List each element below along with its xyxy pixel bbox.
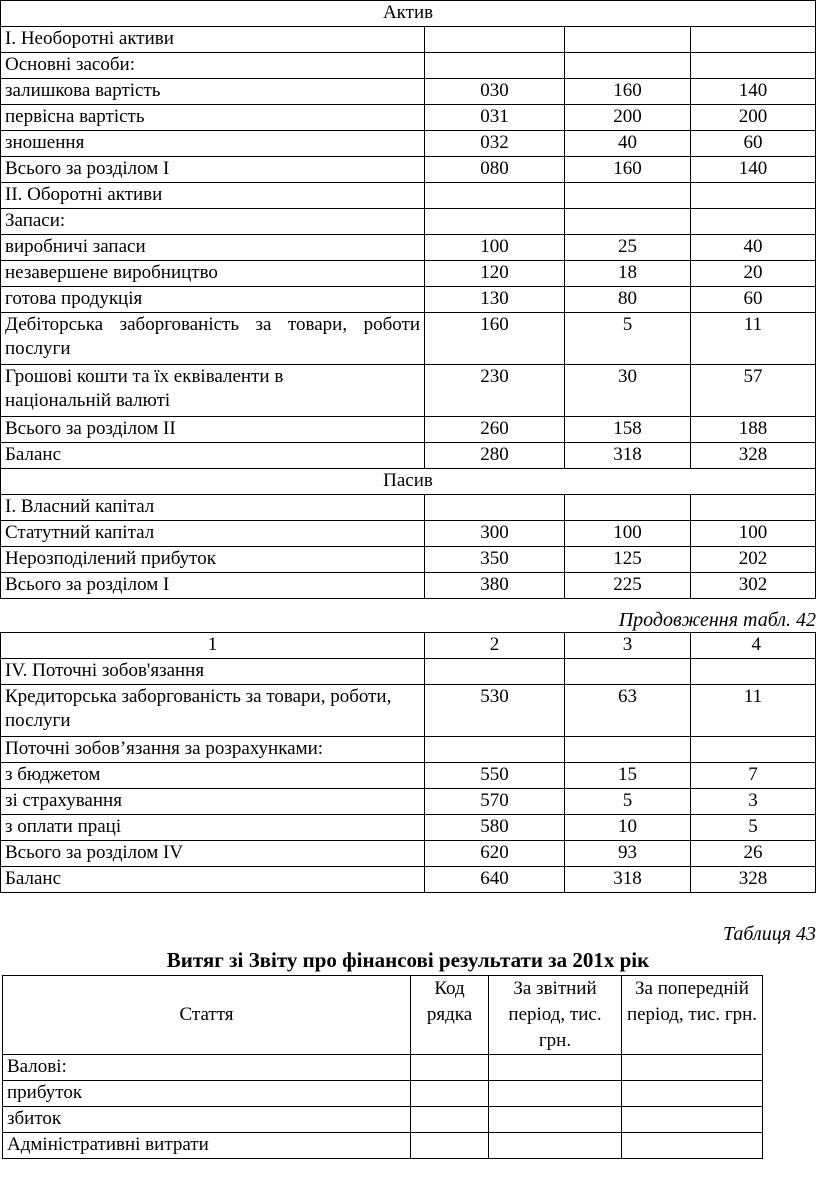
row-value-1 bbox=[565, 53, 691, 79]
row-value-2 bbox=[622, 1081, 763, 1107]
row-value-2: 202 bbox=[691, 547, 816, 573]
row-code: 120 bbox=[425, 261, 565, 287]
row-code: 160 bbox=[425, 313, 565, 365]
row-code bbox=[425, 737, 565, 763]
balance-table-part2 bbox=[0, 632, 816, 893]
row-label: Статутний капітал bbox=[1, 521, 425, 547]
row-label: залишкова вартість bbox=[1, 79, 425, 105]
row-code: 640 bbox=[425, 867, 565, 893]
table-row bbox=[1, 573, 816, 599]
table-row bbox=[1, 815, 816, 841]
table-row bbox=[3, 1081, 763, 1107]
row-value-1: 15 bbox=[565, 763, 691, 789]
row-value-2: 100 bbox=[691, 521, 816, 547]
table-row bbox=[1, 547, 816, 573]
table-row bbox=[1, 209, 816, 235]
row-value-2: 140 bbox=[691, 79, 816, 105]
row-value-1: 100 bbox=[565, 521, 691, 547]
table43-title: Витяг зі Звіту про фінансові результати за 201х рік bbox=[166, 948, 650, 972]
row-label: збиток bbox=[3, 1107, 411, 1133]
row-value-2: 140 bbox=[691, 157, 816, 183]
row-value-1 bbox=[565, 495, 691, 521]
table43-caption: Таблиця 43 bbox=[723, 923, 816, 945]
table-row bbox=[1, 521, 816, 547]
row-label: Всього за розділом І bbox=[1, 157, 425, 183]
row-label: Дебіторська заборгованість за товари, роботи послуги bbox=[1, 313, 425, 365]
table-row bbox=[1, 867, 816, 893]
table-row bbox=[1, 313, 816, 365]
row-label: незавершене виробництво bbox=[1, 261, 425, 287]
table-row bbox=[1, 157, 816, 183]
table-row bbox=[1, 261, 816, 287]
row-value-1 bbox=[565, 209, 691, 235]
row-value-1: 160 bbox=[565, 157, 691, 183]
row-code: 260 bbox=[425, 417, 565, 443]
table-row bbox=[1, 469, 816, 495]
row-label: виробничі запаси bbox=[1, 235, 425, 261]
row-code: 580 bbox=[425, 815, 565, 841]
row-value-2: 188 bbox=[691, 417, 816, 443]
row-value-2: 328 bbox=[691, 443, 816, 469]
row-value-1: 225 bbox=[565, 573, 691, 599]
row-code: 032 bbox=[425, 131, 565, 157]
row-value-2: 57 bbox=[691, 365, 816, 417]
row-value-2 bbox=[622, 1107, 763, 1133]
table-row bbox=[1, 417, 816, 443]
header-item: Стаття bbox=[3, 976, 411, 1055]
row-label: Грошові кошти та їх еквіваленти в національній валюті bbox=[1, 365, 425, 417]
row-label: готова продукція bbox=[1, 287, 425, 313]
financial-results-table bbox=[2, 975, 763, 1159]
row-code: 080 bbox=[425, 157, 565, 183]
row-label: Запаси: bbox=[1, 209, 425, 235]
row-value-2: 11 bbox=[691, 685, 816, 737]
row-value-1: 18 bbox=[565, 261, 691, 287]
row-code: 550 bbox=[425, 763, 565, 789]
row-code: 230 bbox=[425, 365, 565, 417]
row-value-1: 25 bbox=[565, 235, 691, 261]
row-label: первісна вартість bbox=[1, 105, 425, 131]
table-row bbox=[1, 763, 816, 789]
row-code: 280 bbox=[425, 443, 565, 469]
table-row bbox=[1, 53, 816, 79]
row-label: І. Необоротні активи bbox=[1, 27, 425, 53]
row-value-2 bbox=[691, 183, 816, 209]
row-value-2: 7 bbox=[691, 763, 816, 789]
row-code bbox=[425, 27, 565, 53]
row-value-1: 5 bbox=[565, 789, 691, 815]
table-row bbox=[1, 79, 816, 105]
row-code: 130 bbox=[425, 287, 565, 313]
column-number: 3 bbox=[565, 633, 691, 659]
row-label: Кредиторська заборгованість за товари, роботи, послуги bbox=[1, 685, 425, 737]
row-code: 300 bbox=[425, 521, 565, 547]
row-value-2: 328 bbox=[691, 867, 816, 893]
row-value-1: 30 bbox=[565, 365, 691, 417]
row-value-2 bbox=[691, 495, 816, 521]
table-row bbox=[3, 1055, 763, 1081]
table-row bbox=[1, 789, 816, 815]
row-label: Всього за розділом І bbox=[1, 573, 425, 599]
table-row bbox=[1, 365, 816, 417]
row-label: Основні засоби: bbox=[1, 53, 425, 79]
row-code bbox=[425, 183, 565, 209]
header-current-period: За звітний період, тис. грн. bbox=[489, 976, 622, 1055]
row-value-1: 318 bbox=[565, 443, 691, 469]
row-value-2 bbox=[691, 737, 816, 763]
row-value-1 bbox=[565, 737, 691, 763]
row-value-1 bbox=[489, 1107, 622, 1133]
row-label: Нерозподілений прибуток bbox=[1, 547, 425, 573]
table-row bbox=[1, 443, 816, 469]
row-code: 620 bbox=[425, 841, 565, 867]
row-code: 380 bbox=[425, 573, 565, 599]
row-code bbox=[411, 1081, 489, 1107]
row-value-1: 125 bbox=[565, 547, 691, 573]
table-row bbox=[1, 495, 816, 521]
row-value-2 bbox=[691, 53, 816, 79]
row-code: 031 bbox=[425, 105, 565, 131]
column-number: 2 bbox=[425, 633, 565, 659]
row-label: Валові: bbox=[3, 1055, 411, 1081]
row-code: 030 bbox=[425, 79, 565, 105]
row-code: 350 bbox=[425, 547, 565, 573]
row-label: Баланс bbox=[1, 443, 425, 469]
row-code bbox=[425, 495, 565, 521]
row-value-1: 318 bbox=[565, 867, 691, 893]
row-value-2: 40 bbox=[691, 235, 816, 261]
row-value-2 bbox=[622, 1055, 763, 1081]
row-value-1: 93 bbox=[565, 841, 691, 867]
continuation-caption: Продовження табл. 42 bbox=[618, 609, 816, 631]
row-label: з бюджетом bbox=[1, 763, 425, 789]
row-code bbox=[425, 209, 565, 235]
table-row bbox=[3, 1133, 763, 1159]
row-label: Всього за розділом ІІ bbox=[1, 417, 425, 443]
row-code: 100 bbox=[425, 235, 565, 261]
row-value-1: 63 bbox=[565, 685, 691, 737]
row-value-2: 20 bbox=[691, 261, 816, 287]
row-label: Всього за розділом IV bbox=[1, 841, 425, 867]
row-label: зношення bbox=[1, 131, 425, 157]
row-label: з оплати праці bbox=[1, 815, 425, 841]
column-numbers-row bbox=[1, 633, 816, 659]
row-label: зі страхування bbox=[1, 789, 425, 815]
table-row bbox=[1, 131, 816, 157]
table-row bbox=[1, 685, 816, 737]
row-label: IV. Поточні зобов'язання bbox=[1, 659, 425, 685]
row-label: Адміністративні витрати bbox=[3, 1133, 411, 1159]
header-code: Код рядка bbox=[411, 976, 489, 1055]
row-value-2: 200 bbox=[691, 105, 816, 131]
row-code bbox=[411, 1055, 489, 1081]
row-value-1 bbox=[489, 1081, 622, 1107]
row-label: прибуток bbox=[3, 1081, 411, 1107]
row-value-1: 158 bbox=[565, 417, 691, 443]
table-row bbox=[1, 841, 816, 867]
row-value-2 bbox=[622, 1133, 763, 1159]
row-value-1: 40 bbox=[565, 131, 691, 157]
row-code: 570 bbox=[425, 789, 565, 815]
row-label: ІІ. Оборотні активи bbox=[1, 183, 425, 209]
row-value-2: 26 bbox=[691, 841, 816, 867]
row-value-2 bbox=[691, 659, 816, 685]
row-value-2: 302 bbox=[691, 573, 816, 599]
row-value-2: 5 bbox=[691, 815, 816, 841]
table-row bbox=[1, 27, 816, 53]
column-number: 1 bbox=[1, 633, 425, 659]
row-value-2 bbox=[691, 27, 816, 53]
aktyv-header: Актив bbox=[1, 1, 816, 27]
row-label: Баланс bbox=[1, 867, 425, 893]
row-code bbox=[425, 53, 565, 79]
row-code bbox=[411, 1133, 489, 1159]
row-label: Поточні зобов’язання за розрахунками: bbox=[1, 737, 425, 763]
row-value-1: 10 bbox=[565, 815, 691, 841]
row-value-2: 11 bbox=[691, 313, 816, 365]
row-label: І. Власний капітал bbox=[1, 495, 425, 521]
table-row bbox=[1, 235, 816, 261]
table-row bbox=[1, 737, 816, 763]
row-value-1: 160 bbox=[565, 79, 691, 105]
row-value-1 bbox=[565, 27, 691, 53]
row-value-1: 80 bbox=[565, 287, 691, 313]
row-value-1: 200 bbox=[565, 105, 691, 131]
row-value-2: 60 bbox=[691, 131, 816, 157]
table-row bbox=[1, 659, 816, 685]
table-row bbox=[1, 1, 816, 27]
table-row bbox=[1, 183, 816, 209]
row-value-1 bbox=[565, 659, 691, 685]
row-code bbox=[425, 659, 565, 685]
table-row bbox=[3, 1107, 763, 1133]
row-code: 530 bbox=[425, 685, 565, 737]
row-code bbox=[411, 1107, 489, 1133]
row-value-1 bbox=[489, 1055, 622, 1081]
column-number: 4 bbox=[691, 633, 816, 659]
pasyv-header: Пасив bbox=[1, 469, 816, 495]
row-value-2 bbox=[691, 209, 816, 235]
table-row bbox=[1, 105, 816, 131]
row-value-1 bbox=[489, 1133, 622, 1159]
row-value-2: 3 bbox=[691, 789, 816, 815]
header-previous-period: За попередній період, тис. грн. bbox=[622, 976, 763, 1055]
row-value-1 bbox=[565, 183, 691, 209]
row-value-1: 5 bbox=[565, 313, 691, 365]
row-value-2: 60 bbox=[691, 287, 816, 313]
header-row bbox=[3, 976, 763, 1055]
table-row bbox=[1, 287, 816, 313]
